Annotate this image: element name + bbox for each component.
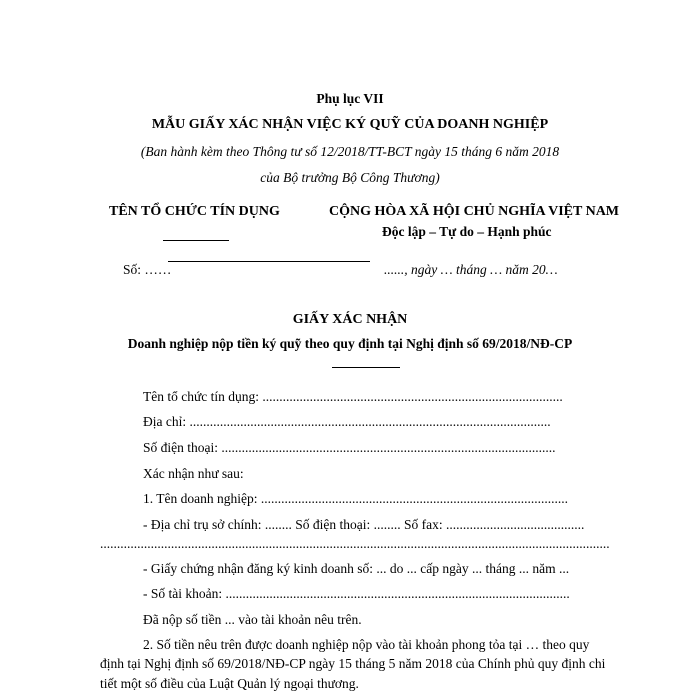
date-line: ......, ngày … tháng … năm 20… xyxy=(384,262,558,277)
appendix-label: Phụ lục VII xyxy=(316,91,384,106)
issued-note-line2: của Bộ trưởng Bộ Công Thương) xyxy=(260,170,440,185)
paragraph2-line1: 2. Số tiền nêu trên được doanh nghiệp nộp vào tài khoản phong tỏa tại … theo quy xyxy=(143,637,590,652)
motto-underline xyxy=(168,261,370,262)
paragraph2-line3: tiết một số điều của Luật Quản lý ngoại thương. xyxy=(100,676,359,691)
org-underline xyxy=(163,240,229,241)
document-number: Số: …… xyxy=(123,262,172,277)
issued-note-line1: (Ban hành kèm theo Thông tư số 12/2018/TT-BCT ngày 15 tháng 6 năm 2018 xyxy=(140,144,560,159)
national-motto: Độc lập – Tự do – Hạnh phúc xyxy=(382,224,552,239)
field-address: Địa chỉ: ........................................................................................................... xyxy=(143,414,551,429)
republic-title: CỘNG HÒA XÃ HỘI CHỦ NGHĨA VIỆT NAM xyxy=(329,204,620,219)
field-account-number: - Số tài khoản: ...................................................................................................... xyxy=(143,586,570,601)
field-continuation: ....................................................................................................................................................... xyxy=(100,536,610,551)
subtitle-underline xyxy=(332,367,400,368)
field-confirm-label: Xác nhận như sau: xyxy=(143,466,244,481)
form-title: MẪU GIẤY XÁC NHẬN VIỆC KÝ QUỸ CỦA DOANH NGHIỆP xyxy=(151,117,549,132)
field-deposited: Đã nộp số tiền ... vào tài khoản nêu trên. xyxy=(143,612,362,627)
field-head-office: - Địa chỉ trụ sở chính: ........ Số điện thoại: ........ Số fax: ......................................... xyxy=(143,517,585,532)
field-enterprise-name: 1. Tên doanh nghiệp: ........................................................................................... xyxy=(143,491,568,506)
field-org-name: Tên tổ chức tín dụng: ......................................................................................... xyxy=(143,389,563,404)
document-subtitle: Doanh nghiệp nộp tiền ký quỹ theo quy định tại Nghị định số 69/2018/NĐ-CP xyxy=(127,336,573,351)
org-name-header: TÊN TỔ CHỨC TÍN DỤNG xyxy=(109,204,280,219)
field-business-cert: - Giấy chứng nhận đăng ký kinh doanh số: ... do ... cấp ngày ... tháng ... năm ... xyxy=(143,561,570,576)
field-phone: Số điện thoại: ................................................................................................... xyxy=(143,440,556,455)
document-title: GIẤY XÁC NHẬN xyxy=(292,312,408,327)
paragraph2-line2: định tại Nghị định số 69/2018/NĐ-CP ngày 15 tháng 5 năm 2018 của Chính phủ quy định chi xyxy=(100,656,606,671)
